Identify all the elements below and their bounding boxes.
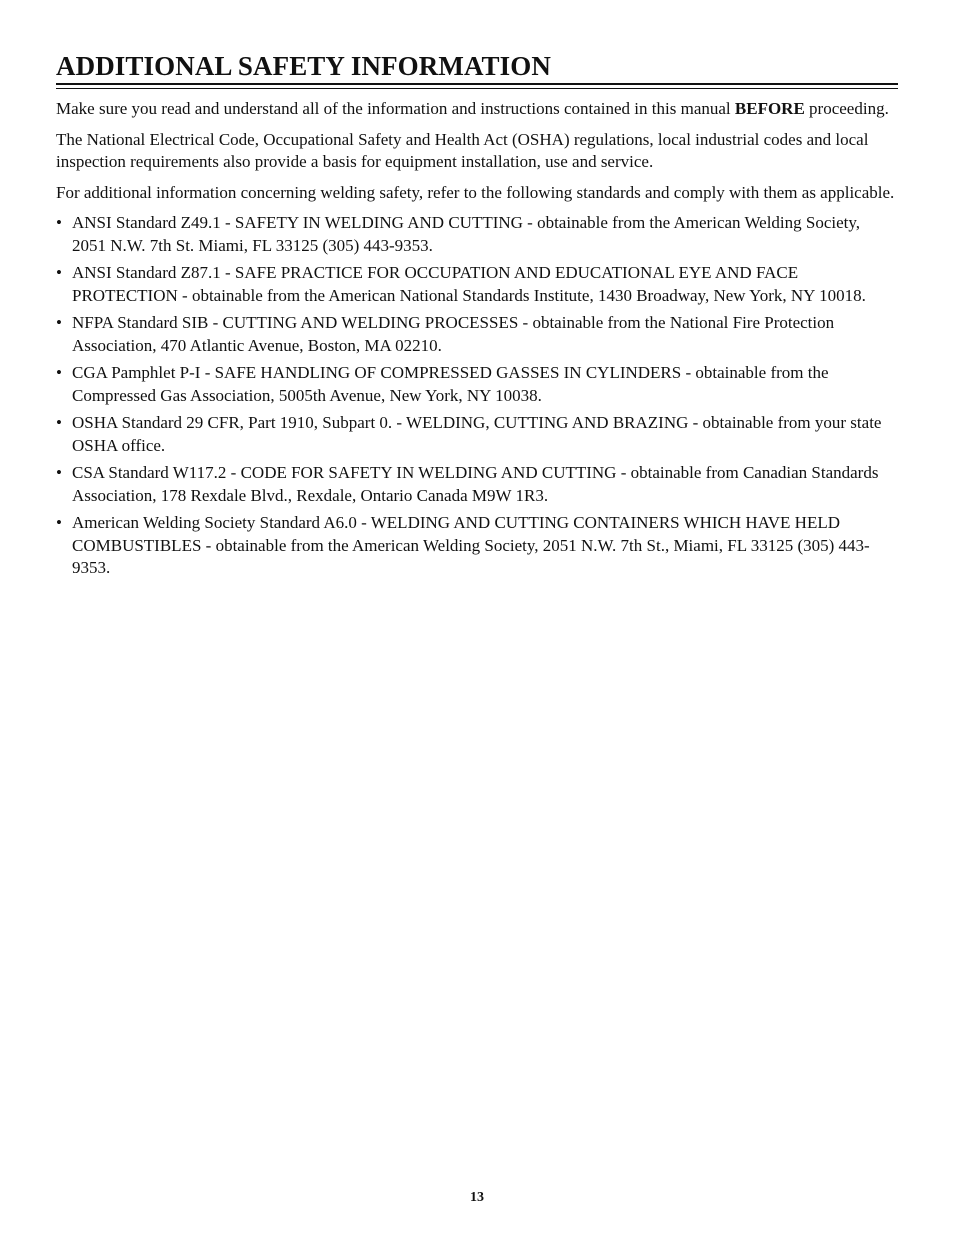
list-item-text: CSA Standard W117.2 - CODE FOR SAFETY IN WELDING AND CUTTING - obtainable from Canadian Standards Association, 178 Rexdale Blvd., Rexdale, Ontario Canada M9W 1R3.	[72, 463, 879, 505]
bullet-icon: •	[56, 513, 62, 532]
bullet-icon: •	[56, 413, 62, 432]
bullet-icon: •	[56, 363, 62, 382]
list-item-text: CGA Pamphlet P-I - SAFE HANDLING OF COMPRESSED GASSES IN CYLINDERS - obtainable from the Compressed Gas Association, 5005th Avenue, New York, NY 10038.	[72, 363, 829, 405]
intro-text: Make sure you read and understand all of the information and instructions contained in this manual	[56, 99, 735, 118]
list-item-text: OSHA Standard 29 CFR, Part 1910, Subpart 0. - WELDING, CUTTING AND BRAZING - obtainable from your state OSHA office.	[72, 413, 882, 455]
intro-paragraph-codes: The National Electrical Code, Occupational Safety and Health Act (OSHA) regulations, local industrial codes and local inspection requirements also provide a basis for equipment installation, use and service.	[56, 129, 869, 171]
list-item	[56, 512, 898, 580]
intro-paragraph-standards: For additional information concerning welding safety, refer to the following standards and comply with them as applicable.	[56, 182, 895, 202]
title-divider	[56, 83, 898, 89]
list-item	[56, 262, 898, 307]
list-item-text: NFPA Standard SIB - CUTTING AND WELDING PROCESSES - obtainable from the National Fire Protection Association, 470 Atlantic Avenue, Boston, MA 02210.	[72, 313, 835, 355]
list-item	[56, 312, 898, 357]
document-body	[56, 98, 898, 585]
list-item-text: American Welding Society Standard A6.0 - WELDING AND CUTTING CONTAINERS WHICH HAVE HELD COMBUSTIBLES - obtainable from the American Welding Society, 2051 N.W. 7th St., Miami, FL 33125 (305) 443-9353.	[72, 513, 870, 577]
list-item	[56, 412, 898, 457]
intro-paragraph-manual	[56, 98, 898, 121]
list-item	[56, 212, 898, 257]
intro-tail: proceeding.	[804, 99, 889, 118]
bullet-icon: •	[56, 213, 62, 232]
bullet-icon: •	[56, 263, 62, 282]
bullet-icon: •	[56, 313, 62, 332]
before-emphasis: BEFORE	[734, 99, 805, 118]
list-item	[56, 362, 898, 407]
page-number: 13	[470, 1190, 484, 1205]
list-item-text: ANSI Standard Z49.1 - SAFETY IN WELDING AND CUTTING - obtainable from the American Welding Society, 2051 N.W. 7th St. Miami, FL 33125 (305) 443-9353.	[72, 213, 861, 255]
page-title: ADDITIONAL SAFETY INFORMATION	[56, 51, 551, 81]
list-item	[56, 462, 898, 507]
list-item-text: ANSI Standard Z87.1 - SAFE PRACTICE FOR OCCUPATION AND EDUCATIONAL EYE AND FACE PROTECTION - obtainable from the American National Standards Institute, 1430 Broadway, New York, NY 10018.	[72, 263, 866, 305]
standards-list	[56, 212, 898, 580]
bullet-icon: •	[56, 463, 62, 482]
